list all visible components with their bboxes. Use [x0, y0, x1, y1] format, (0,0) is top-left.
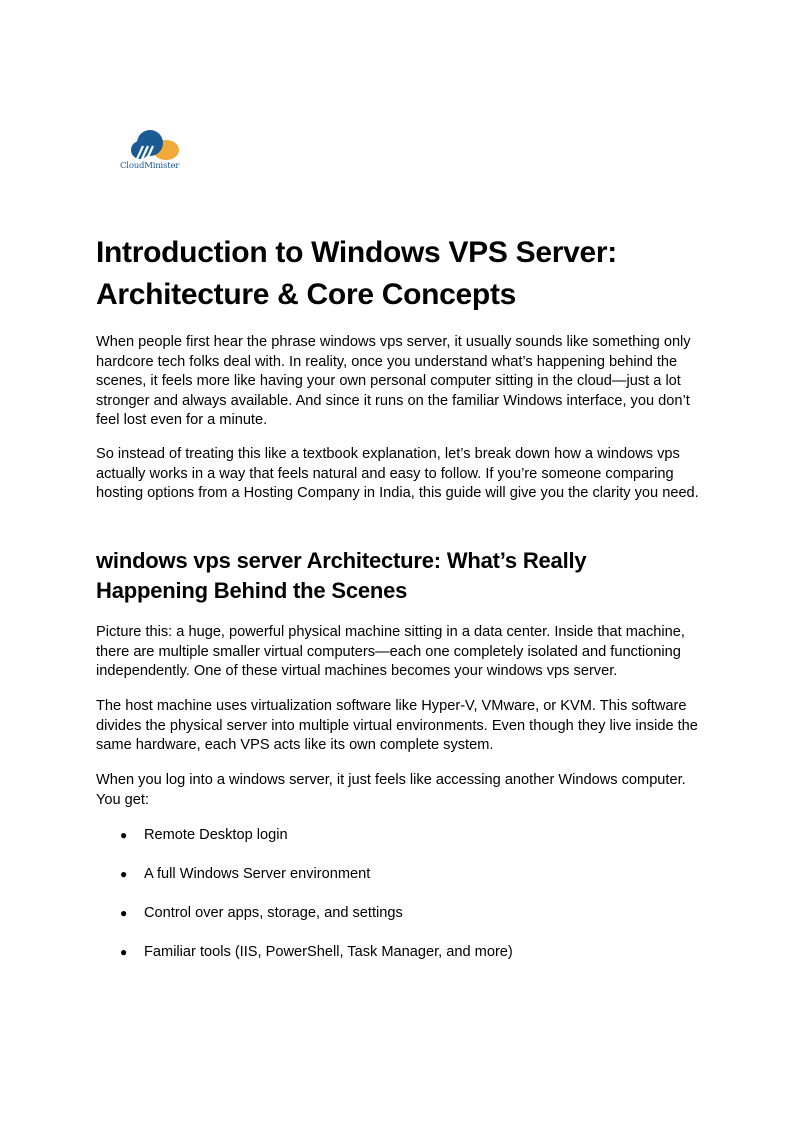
list-item-text: Familiar tools (IIS, PowerShell, Task Manager, and more) [144, 944, 513, 960]
section-paragraph-1 [96, 623, 704, 682]
section-paragraph-3 [96, 771, 704, 810]
section-heading-block [96, 546, 704, 606]
bullet-icon: ● [120, 945, 128, 959]
intro-text-1: When people first hear the phrase windows vps server, it usually sounds like something only hardcore tech folks deal with. In reality, once you understand what’s happening behind the scenes, it feels more like having your own personal computer sitting in the cloud—just a lot stronger and always available. And since it runs on the familiar Windows interface, you don’t feel lost even for a minute. [96, 334, 691, 428]
bullet-icon: ● [120, 867, 128, 881]
intro-paragraph-2 [96, 445, 704, 504]
section-paragraph-2 [96, 697, 704, 756]
section-heading: windows vps server Architecture: What’s Really Happening Behind the Scenes [96, 548, 587, 603]
cloud-logo-icon [120, 130, 186, 162]
company-logo [120, 130, 186, 174]
logo-wordmark: CloudMinister [120, 161, 180, 171]
feature-list [96, 826, 704, 982]
intro-paragraph-1 [96, 333, 704, 431]
section-text-1: Picture this: a huge, powerful physical machine sitting in a data center. Inside that machine, there are multiple smaller virtual computers—each one completely isolated and functioning independently. One of these virtual machines becomes your windows vps server. [96, 624, 685, 679]
section-text-2: The host machine uses virtualization software like Hyper-V, VMware, or KVM. This software divides the physical server into multiple virtual environments. Even though they live inside the same hardware, each VPS acts like its own complete system. [96, 698, 698, 753]
list-item-text: Control over apps, storage, and settings [144, 905, 403, 921]
list-item [96, 865, 704, 904]
list-item [96, 826, 704, 865]
section-text-3: When you log into a windows server, it just feels like accessing another Windows computer. You get: [96, 772, 686, 808]
list-item [96, 904, 704, 943]
bullet-icon: ● [120, 906, 128, 920]
bullet-icon: ● [120, 828, 128, 842]
page-title: Introduction to Windows VPS Server: Architecture & Core Concepts [96, 236, 617, 311]
list-item [96, 943, 704, 982]
list-item-text: A full Windows Server environment [144, 866, 371, 882]
feature-list-block [96, 826, 704, 982]
list-item-text: Remote Desktop login [144, 827, 288, 843]
intro-text-2: So instead of treating this like a textbook explanation, let’s break down how a windows vps actually works in a way that feels natural and easy to follow. If you’re someone comparing hosting options from a Hosting Company in India, this guide will give you the clarity you need. [96, 446, 699, 501]
